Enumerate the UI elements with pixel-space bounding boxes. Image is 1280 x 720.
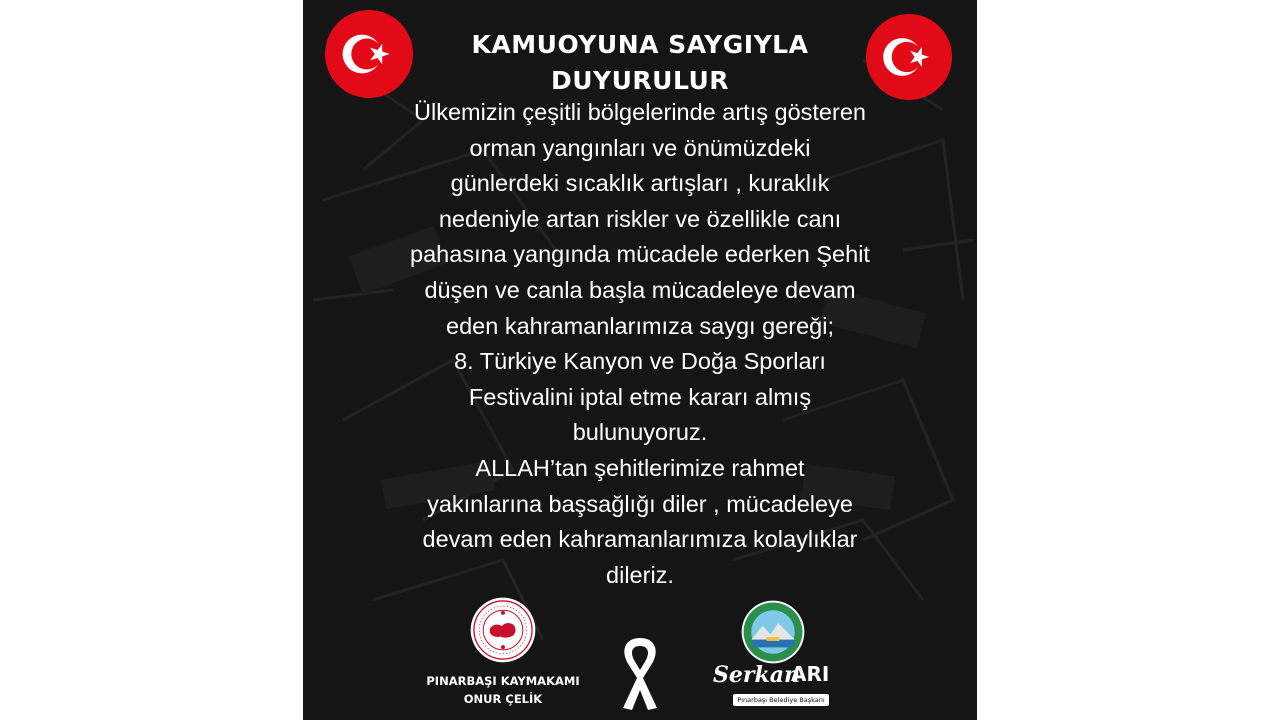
governor-name: ONUR ÇELİK <box>463 692 543 706</box>
body-line: günlerdeki sıcaklık artışları , kuraklık <box>450 170 830 197</box>
body-line: düşen ve canla başla mücadeleye devam <box>424 276 856 303</box>
body-line: dileriz. <box>606 561 674 588</box>
body-line: Festivalini iptal etme kararı almış <box>468 383 812 410</box>
body-line: bulunuyoruz. <box>572 419 708 446</box>
body-line: pahasına yangında mücadele ederken Şehit <box>410 241 870 268</box>
signature-surname: ARI <box>791 662 830 686</box>
body-line: ALLAH’tan şehitlerimize rahmet <box>475 454 805 481</box>
governor-caption <box>403 672 603 708</box>
body-line: Ülkemizin çeşitli bölgelerinde artış gösteren <box>414 99 866 125</box>
mayor-signature <box>713 660 833 690</box>
announcement-poster <box>303 0 977 720</box>
mayor-role-label: Pınarbaşı Belediye Başkanı <box>733 694 829 706</box>
body-line: orman yangınları ve önümüzdeki <box>469 134 811 161</box>
title-line-2: DUYURULUR <box>550 66 730 95</box>
body-line: eden kahramanlarımıza saygı gereği; <box>446 312 834 339</box>
body-line: yakınlarına başsağlığı diler , mücadeleye <box>427 490 853 517</box>
municipality-seal-icon <box>741 600 805 664</box>
governor-title: PINARBAŞI KAYMAKAMI <box>426 674 580 688</box>
mourning-ribbon-icon <box>615 634 665 712</box>
body-line: 8. Türkiye Kanyon ve Doğa Sporları <box>454 348 826 375</box>
body-line: nedeniyle artan riskler ve özellikle canı <box>438 205 842 232</box>
body-line: devam eden kahramanlarımıza kolaylıklar <box>422 526 858 553</box>
announcement-body <box>303 95 977 593</box>
title-line-1: KAMUOYUNA SAYGIYLA <box>471 30 809 59</box>
governorship-seal-icon <box>470 597 536 663</box>
signature-first-name: Serkan <box>713 662 800 688</box>
